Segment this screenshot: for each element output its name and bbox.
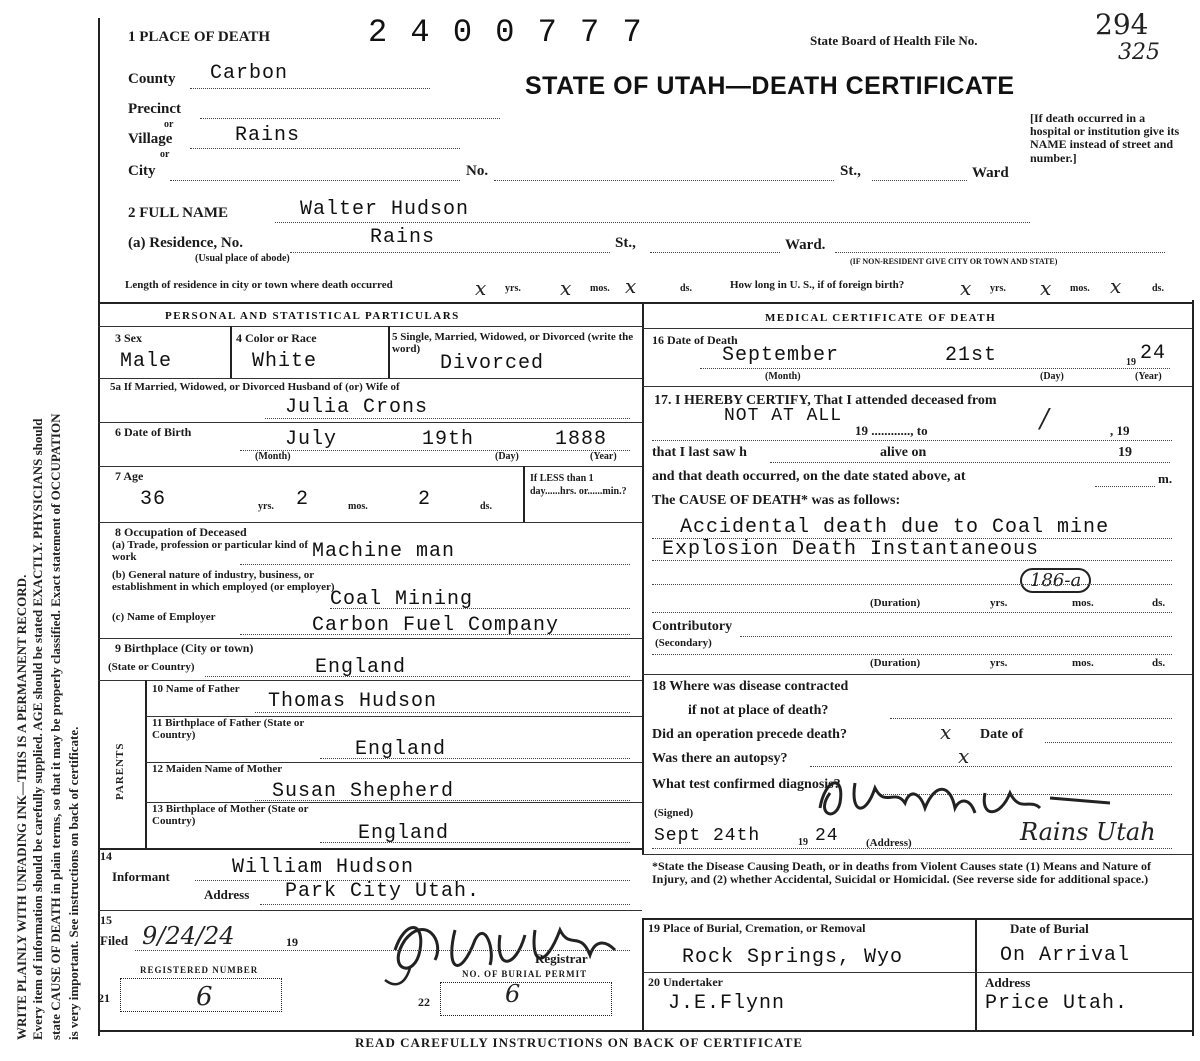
ward-label: Ward	[972, 165, 1009, 181]
attended-range-label: 19 ............, to	[855, 423, 928, 438]
burial-permit-label: NO. OF BURIAL PERMIT	[462, 969, 588, 979]
registered-number-value: 6	[196, 982, 213, 1012]
operation-value: x	[940, 720, 952, 744]
foreign-birth-label: How long in U. S., if of foreign birth?	[730, 279, 905, 291]
margin-instructions-2: Every item of information should be carefully supplied. AGE should be stated EXACTLY. PHYSICIANS should	[30, 418, 45, 1040]
registered-number-code: 21	[98, 991, 110, 1005]
filed-date: 9/24/24	[142, 922, 235, 950]
file-number-handwritten: 325	[1118, 40, 1160, 65]
undertaker-address-label: Address	[985, 975, 1031, 990]
cause-footnote: *State the Disease Causing Death, or in deaths from Violent Causes state (1) Means and Nature of Injury, and (2) whether Accidental, Suicidal or Homicidal. (See reverse side for additional space.)	[652, 859, 1151, 887]
occurred-m-label: m.	[1158, 471, 1173, 486]
undertaker-label: 20 Undertaker	[648, 975, 723, 989]
spouse-value: Julia Crons	[285, 396, 429, 419]
dob-year: 1888	[555, 428, 608, 451]
not-place-of-death-label: if not at place of death?	[688, 703, 829, 718]
non-resident-label: (IF NON-RESIDENT GIVE CITY OR TOWN AND STATE)	[850, 257, 1058, 266]
or-label-1: or	[164, 119, 174, 130]
full-name-value: Walter Hudson	[300, 198, 470, 221]
signed-date: Sept 24th	[654, 826, 761, 846]
burial-place-label: 19 Place of Burial, Cremation, or Removal	[648, 921, 866, 935]
father-value: Thomas Hudson	[268, 690, 438, 713]
cause-line-2: Explosion Death Instantaneous	[662, 538, 1040, 561]
color-value: White	[252, 350, 318, 373]
last-saw-label: that I last saw h	[652, 445, 747, 460]
where-contracted-label: 18 Where was disease contracted	[652, 679, 849, 694]
death-month: September	[722, 344, 840, 367]
length-ds-mark: x	[625, 274, 637, 298]
date-of-death-label: 16 Date of Death	[652, 333, 738, 347]
signed-address-label: (Address)	[866, 837, 912, 849]
autopsy-label: Was there an autopsy?	[652, 751, 788, 766]
sex-label: 3 Sex	[115, 331, 142, 345]
trade-value: Machine man	[312, 540, 456, 563]
certify-label: 17. I HEREBY CERTIFY, That I attended deceased from	[654, 393, 997, 408]
city-label: City	[128, 163, 156, 179]
foreign-mos-label: mos.	[1070, 283, 1090, 294]
autopsy-value: x	[958, 744, 970, 768]
attended-range-end: , 19	[1110, 423, 1130, 438]
less-than-label: If LESS than 1 day......hrs. or......min.?	[530, 473, 627, 497]
father-birthplace-value: England	[355, 738, 447, 761]
burial-date-label: Date of Burial	[1010, 921, 1089, 936]
margin-instructions-4: is very important. See instructions on back of certificate.	[66, 726, 81, 1040]
operation-label: Did an operation precede death?	[652, 727, 847, 742]
street-label: St.,	[840, 163, 861, 179]
marital-value: Divorced	[440, 352, 545, 375]
undertaker-address-value: Price Utah.	[985, 992, 1129, 1015]
alive-19-label: 19	[1118, 445, 1132, 460]
informant-address-value: Park City Utah.	[285, 880, 481, 903]
signed-year: 24	[815, 826, 839, 846]
dob-label: 6 Date of Birth	[115, 425, 192, 439]
birthplace-label: 9 Birthplace (City or town)	[115, 641, 254, 655]
test-confirmed-label: What test confirmed diagnosis?	[652, 777, 841, 792]
birthplace-value: England	[315, 656, 407, 679]
trade-label: (a) Trade, profession or particular kind of work	[112, 539, 309, 563]
burial-date-value: On Arrival	[1000, 944, 1131, 967]
length-mos-mark: x	[560, 276, 572, 300]
signed-address-value: Rains Utah	[1020, 818, 1156, 846]
number-label: No.	[466, 163, 489, 179]
employer-value: Carbon Fuel Company	[312, 614, 560, 637]
duration-label-2: (Duration)	[870, 657, 921, 669]
foreign-mos-mark: x	[1040, 276, 1052, 300]
dob-day: 19th	[422, 428, 475, 451]
color-label: 4 Color or Race	[236, 331, 317, 345]
age-mos-label: mos.	[348, 501, 368, 512]
informant-value: William Hudson	[232, 856, 415, 879]
industry-value: Coal Mining	[330, 588, 474, 611]
foreign-yrs-label: yrs.	[990, 283, 1006, 294]
father-label: 10 Name of Father	[152, 683, 240, 695]
or-label-2: or	[160, 149, 170, 160]
duration-label-1: (Duration)	[870, 597, 921, 609]
birthplace-state-label: (State or Country)	[108, 661, 195, 673]
personal-section-header: PERSONAL AND STATISTICAL PARTICULARS	[165, 310, 460, 322]
death-day: 21st	[945, 344, 998, 367]
death-year-prefix: 19	[1126, 357, 1136, 368]
death-month-label: (Month)	[765, 371, 801, 382]
industry-label: (b) General nature of industry, business, or establishment in which employed (or employer)	[112, 569, 335, 593]
county-label: County	[128, 71, 176, 87]
margin-instructions-3: state CAUSE OF DEATH in plain terms, so that it may be properly classified. Exact statement of OCCUPATION	[48, 413, 63, 1040]
footer-instructions: READ CAREFULLY INSTRUCTIONS ON BACK OF CERTIFICATE	[355, 1035, 804, 1050]
burial-permit-value: 6	[505, 980, 521, 1008]
certificate-number: 2 4 0 0 7 7 7	[368, 14, 644, 51]
cause-label: The CAUSE OF DEATH* was as follows:	[652, 493, 901, 508]
informant-label: Informant	[112, 869, 170, 884]
mother-value: Susan Shepherd	[272, 780, 455, 803]
marital-label: 5 Single, Married, Widowed, or Divorced (write the word)	[392, 331, 634, 355]
duration-mos-2: mos.	[1072, 657, 1094, 669]
signed-label: (Signed)	[654, 807, 694, 819]
signed-19-label: 19	[798, 837, 808, 848]
contributory-label: Contributory	[652, 619, 733, 634]
age-yrs-label: yrs.	[258, 501, 274, 512]
length-residence-label: Length of residence in city or town where death occurred	[125, 279, 393, 291]
county-value: Carbon	[210, 62, 289, 85]
board-file-label: State Board of Health File No.	[810, 33, 978, 48]
margin-instructions-1: WRITE PLAINLY WITH UNFADING INK—THIS IS A PERMANENT RECORD.	[14, 574, 29, 1040]
registrar-label: Registrar	[535, 951, 588, 966]
hospital-note: [If death occurred in a hospital or institution give its NAME instead of street and number.]	[1030, 111, 1180, 165]
cause-code: 186-a	[1020, 568, 1091, 593]
village-label: Village	[128, 131, 173, 147]
duration-yrs-1: yrs.	[990, 597, 1008, 609]
age-months: 2	[296, 488, 310, 511]
dob-month: July	[285, 428, 338, 451]
burial-place-value: Rock Springs, Wyo	[682, 946, 904, 969]
death-year-label: (Year)	[1135, 371, 1162, 382]
residence-street-label: St.,	[615, 235, 636, 251]
undertaker-value: J.E.Flynn	[668, 992, 786, 1015]
residence-label: (a) Residence, No.	[128, 235, 243, 251]
place-of-death-label: 1 PLACE OF DEATH	[128, 29, 271, 45]
mother-birthplace-value: England	[358, 822, 450, 845]
burial-permit-code: 22	[418, 995, 430, 1009]
mother-label: 12 Maiden Name of Mother	[152, 763, 283, 775]
date-of-label: Date of	[980, 727, 1024, 742]
registered-number-label: REGISTERED NUMBER	[140, 965, 259, 975]
age-years: 36	[140, 488, 167, 511]
duration-yrs-2: yrs.	[990, 657, 1008, 669]
dob-year-label: (Year)	[590, 451, 617, 462]
duration-ds-2: ds.	[1152, 657, 1166, 669]
attended-value: NOT AT ALL	[724, 406, 843, 426]
parents-label: PARENTS	[114, 742, 126, 800]
sex-value: Male	[120, 350, 173, 373]
informant-address-label: Address	[204, 887, 250, 902]
medical-section-header: MEDICAL CERTIFICATE OF DEATH	[765, 312, 997, 324]
attended-mark: /	[1040, 404, 1049, 434]
precinct-label: Precinct	[128, 101, 182, 117]
age-label: 7 Age	[115, 469, 144, 483]
full-name-label: 2 FULL NAME	[128, 205, 229, 221]
occurred-label: and that death occurred, on the date stated above, at	[652, 469, 966, 484]
length-yrs-label: yrs.	[505, 283, 521, 294]
death-day-label: (Day)	[1040, 371, 1064, 382]
file-number: 294	[1095, 8, 1149, 41]
length-mos-label: mos.	[590, 283, 610, 294]
residence-ward-label: Ward.	[785, 237, 826, 253]
death-year: 24	[1140, 342, 1167, 365]
foreign-ds-mark: x	[1110, 274, 1122, 298]
dob-day-label: (Day)	[495, 451, 519, 462]
usual-place-label: (Usual place of abode)	[195, 253, 290, 264]
employer-label: (c) Name of Employer	[112, 611, 216, 623]
duration-ds-1: ds.	[1152, 597, 1166, 609]
cause-line-1: Accidental death due to Coal mine	[680, 516, 1110, 539]
mother-birthplace-label: 13 Birthplace of Mother (State or Country)	[152, 803, 309, 827]
filed-label: Filed	[100, 933, 129, 948]
village-value: Rains	[235, 124, 301, 147]
spouse-label: 5a If Married, Widowed, or Divorced Husband of (or) Wife of	[110, 381, 400, 393]
alive-on-label: alive on	[880, 445, 927, 460]
occupation-label: 8 Occupation of Deceased	[115, 525, 247, 539]
age-days: 2	[418, 488, 432, 511]
residence-value: Rains	[370, 226, 436, 249]
length-yrs-mark: x	[475, 276, 487, 300]
father-birthplace-label: 11 Birthplace of Father (State or Country)	[152, 717, 305, 741]
duration-mos-1: mos.	[1072, 597, 1094, 609]
certificate-title: STATE OF UTAH—DEATH CERTIFICATE	[525, 72, 1015, 100]
length-ds-label: ds.	[680, 283, 692, 294]
filed-19-label: 19	[286, 935, 298, 949]
foreign-yrs-mark: x	[960, 276, 972, 300]
age-ds-label: ds.	[480, 501, 492, 512]
dob-month-label: (Month)	[255, 451, 291, 462]
secondary-label: (Secondary)	[655, 637, 712, 649]
informant-number: 14	[100, 849, 112, 863]
filed-number: 15	[100, 913, 112, 927]
foreign-ds-label: ds.	[1152, 283, 1164, 294]
